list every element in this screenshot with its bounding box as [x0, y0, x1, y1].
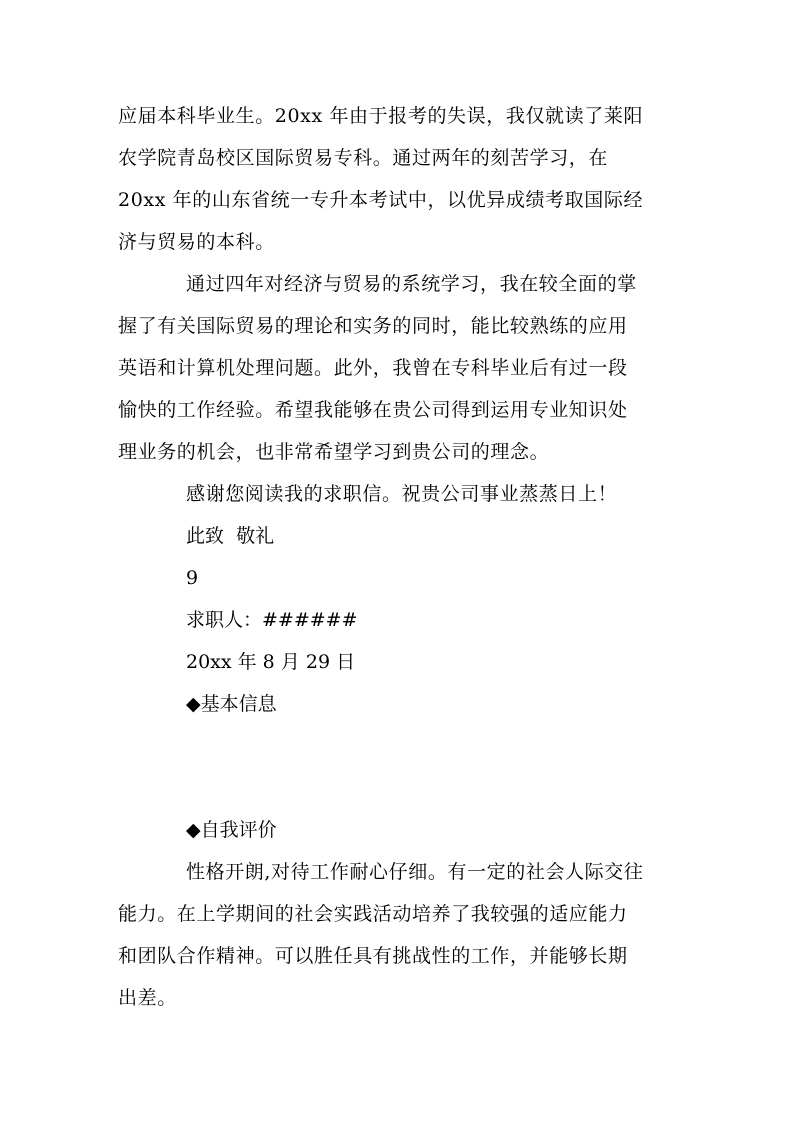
paragraph-3-line-3: 和团队合作精神。可以胜任具有挑战性的工作，并能够长期 — [118, 945, 628, 967]
closing-salutation: 此致 敬礼 — [186, 525, 275, 547]
thanks-line: 感谢您阅读我的求职信。祝贵公司事业蒸蒸日上！ — [186, 483, 618, 505]
paragraph-2-line-3: 英语和计算机处理问题。此外，我曾在专科毕业后有过一段 — [118, 357, 628, 379]
paragraph-2-line-1: 通过四年对经济与贸易的系统学习，我在较全面的掌 — [186, 273, 637, 295]
paragraph-3-line-4: 出差。 — [118, 987, 177, 1009]
paragraph-2-line-5: 理业务的机会，也非常希望学习到贵公司的理念。 — [118, 441, 550, 463]
date-line: 20xx 年 8 月 29 日 — [186, 651, 356, 673]
page-number: 9 — [186, 567, 199, 589]
paragraph-3-line-2: 能力。在上学期间的社会实践活动培养了我较强的适应能力 — [118, 903, 628, 925]
paragraph-2-line-2: 握了有关国际贸易的理论和实务的同时，能比较熟练的应用 — [118, 315, 628, 337]
section-basic-info: ◆基本信息 — [186, 693, 277, 715]
paragraph-3-line-1: 性格开朗,对待工作耐心仔细。有一定的社会人际交往 — [186, 861, 644, 883]
paragraph-1-line-4: 济与贸易的本科。 — [118, 231, 275, 253]
paragraph-1-line-2: 农学院青岛校区国际贸易专科。通过两年的刻苦学习，在 — [118, 147, 609, 169]
paragraph-1-line-1: 应届本科毕业生。20xx 年由于报考的失误，我仅就读了莱阳 — [118, 105, 644, 127]
paragraph-1-line-3: 20xx 年的山东省统一专升本考试中，以优异成绩考取国际经 — [118, 189, 644, 211]
section-self-evaluation: ◆自我评价 — [186, 819, 277, 841]
paragraph-2-line-4: 愉快的工作经验。希望我能够在贵公司得到运用专业知识处 — [118, 399, 628, 421]
applicant-line: 求职人：###### — [186, 609, 358, 631]
